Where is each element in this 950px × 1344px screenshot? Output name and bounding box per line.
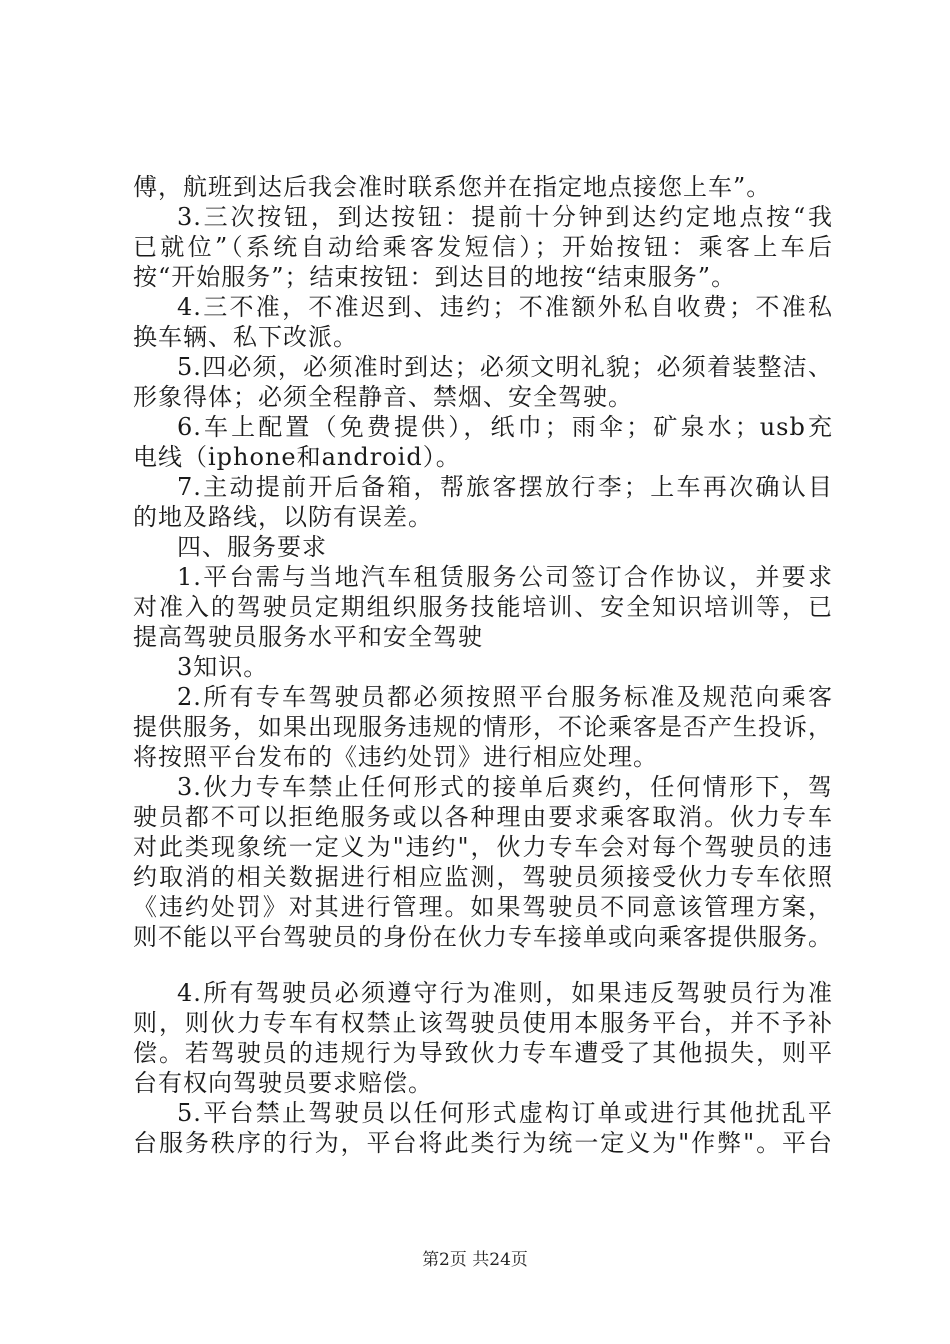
text-line: 3知识。 xyxy=(177,653,269,681)
section-heading: 四、服务要求 xyxy=(177,533,327,561)
text-line: 3.伙力专车禁止任何形式的接单后爽约，任何情形下，驾 xyxy=(177,773,833,801)
text-line: 3.三次按钮，到达按钮：提前十分钟到达约定地点按“我 xyxy=(177,203,833,231)
paragraph-gap xyxy=(133,952,833,978)
page-number-footer: 第2页 共24页 xyxy=(422,1250,528,1270)
text-line: 则，则伙力专车有权禁止该驾驶员使用本服务平台，并不予补 xyxy=(133,1009,833,1037)
text-line: 对此类现象统一定义为"违约"，伙力专车会对每个驾驶员的违 xyxy=(133,833,833,861)
text-line: 约取消的相关数据进行相应监测，驾驶员须接受伙力专车依照 xyxy=(133,863,833,891)
text-line: 对准入的驾驶员定期组织服务技能培训、安全知识培训等，已 xyxy=(133,593,833,621)
text-line: 1.平台需与当地汽车租赁服务公司签订合作协议，并要求 xyxy=(177,563,833,591)
text-line: 将按照平台发布的《违约处罚》进行相应处理。 xyxy=(133,743,658,771)
text-line: 4.所有驾驶员必须遵守行为准则，如果违反驾驶员行为准 xyxy=(177,979,833,1007)
text-line: 5.平台禁止驾驶员以任何形式虚构订单或进行其他扰乱平 xyxy=(177,1099,833,1127)
document-body xyxy=(133,172,833,1158)
text-line: 傅，航班到达后我会准时联系您并在指定地点接您上车”。 xyxy=(133,173,772,201)
text-line: 电线（iphone和android）。 xyxy=(133,443,461,471)
text-line: 台有权向驾驶员要求赔偿。 xyxy=(133,1069,433,1097)
text-line: 换车辆、私下改派。 xyxy=(133,323,358,351)
text-line: 7.主动提前开后备箱，帮旅客摆放行李；上车再次确认目 xyxy=(177,473,833,501)
text-line: 台服务秩序的行为，平台将此类行为统一定义为"作弊"。平台 xyxy=(133,1129,833,1157)
text-line: 按“开始服务”；结束按钮：到达目的地按“结束服务”。 xyxy=(133,263,737,291)
text-line: 驶员都不可以拒绝服务或以各种理由要求乘客取消。伙力专车 xyxy=(133,803,833,831)
text-line: 形象得体；必须全程静音、禁烟、安全驾驶。 xyxy=(133,383,633,411)
text-line: 6.车上配置（免费提供），纸巾；雨伞；矿泉水；usb充 xyxy=(177,413,833,441)
text-line: 5.四必须，必须准时到达；必须文明礼貌；必须着装整洁、 xyxy=(177,353,833,381)
text-line: 提供服务，如果出现服务违规的情形，不论乘客是否产生投诉， xyxy=(133,713,833,741)
text-line: 已就位”（系统自动给乘客发短信）；开始按钮：乘客上车后 xyxy=(133,233,833,261)
text-line: 2.所有专车驾驶员都必须按照平台服务标准及规范向乘客 xyxy=(177,683,833,711)
text-line: 4.三不准，不准迟到、违约；不准额外私自收费；不准私 xyxy=(177,293,833,321)
text-line: 的地及路线，以防有误差。 xyxy=(133,503,433,531)
text-line: 提高驾驶员服务水平和安全驾驶 xyxy=(133,623,483,651)
text-line: 偿。若驾驶员的违规行为导致伙力专车遭受了其他损失，则平 xyxy=(133,1039,833,1067)
text-line: 《违约处罚》对其进行管理。如果驾驶员不同意该管理方案， xyxy=(133,893,833,921)
text-line: 则不能以平台驾驶员的身份在伙力专车接单或向乘客提供服务。 xyxy=(133,923,833,951)
